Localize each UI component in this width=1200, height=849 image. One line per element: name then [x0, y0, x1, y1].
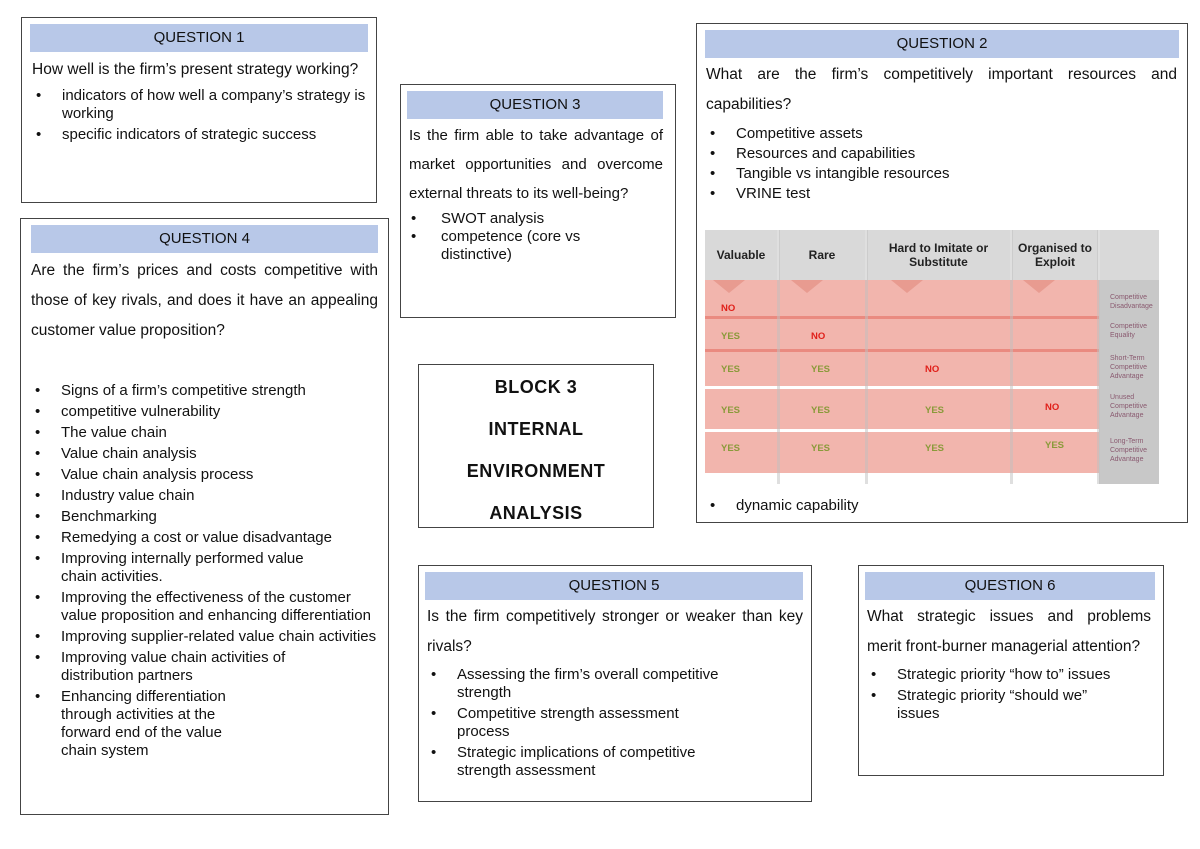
list-item: • Remedying a cost or value disadvantage: [31, 529, 378, 547]
list-item: • Strategic priority “how to” issues: [867, 666, 1151, 684]
list-item: • Signs of a firm’s competitive strength: [31, 382, 378, 400]
vrine-cell: YES: [1045, 440, 1065, 451]
vrine-table: [705, 230, 1159, 484]
block-title-line: BLOCK 3: [494, 377, 578, 397]
block-title-line: ANALYSIS: [489, 503, 583, 523]
question-6-bullets: [867, 666, 1151, 723]
vrine-cell: YES: [925, 405, 945, 416]
question-5-bullets: [427, 666, 771, 780]
list-item: • Improving the effectiveness of the customer value proposition and enhancing differentiation: [31, 589, 378, 625]
question-1-box: [21, 17, 377, 203]
down-arrow-icon: [713, 280, 745, 293]
row-divider: [705, 349, 1099, 352]
vrine-cell: NO: [811, 331, 826, 342]
question-4-bullets: [31, 382, 378, 760]
vrine-outcome: Long-Term Competitive Advantage: [1110, 438, 1147, 463]
question-5-text: Is the firm competitively stronger or weaker than key rivals?: [427, 608, 803, 655]
question-1-bullets: [32, 87, 366, 144]
list-item: • Competitive assets: [706, 125, 1177, 143]
vrine-outcome: Competitive Disadvantage: [1110, 294, 1153, 310]
list-item: • Competitive strength assessment process: [427, 705, 771, 741]
list-item: • Enhancing differentiation through activities at the forward end of the value chain system: [31, 688, 378, 760]
column-divider: [1097, 230, 1100, 484]
question-4-text: Are the firm’s prices and costs competitive with those of key rivals, and does it have an appealing customer value proposition?: [31, 262, 378, 339]
vrine-header-blank: [1100, 230, 1159, 280]
vrine-body: [705, 280, 1099, 473]
row-divider: [705, 473, 1099, 484]
list-item: • SWOT analysis: [407, 210, 667, 228]
column-divider: [865, 230, 868, 484]
vrine-cell: YES: [811, 443, 831, 454]
question-3-bullets: [407, 210, 667, 264]
list-item: • VRINE test: [706, 185, 1177, 203]
question-6-header: QUESTION 6: [865, 572, 1155, 600]
vrine-header-valuable: Valuable: [705, 230, 777, 280]
vrine-cell: NO: [1045, 402, 1060, 413]
question-6-box: [858, 565, 1164, 776]
down-arrow-icon: [891, 280, 923, 293]
question-4-header: QUESTION 4: [31, 225, 378, 253]
list-item: • Benchmarking: [31, 508, 378, 526]
row-divider: [705, 386, 1099, 389]
vrine-outcome: Unused Competitive Advantage: [1110, 394, 1147, 419]
vrine-cell: YES: [721, 331, 741, 342]
list-item: • Improving supplier-related value chain activities: [31, 628, 378, 646]
question-2-header: QUESTION 2: [705, 30, 1179, 58]
question-4-box: [20, 218, 389, 815]
question-6-text: What strategic issues and problems merit front-burner managerial attention?: [867, 608, 1151, 655]
row-divider: [705, 316, 1099, 319]
column-divider: [1010, 230, 1013, 484]
vrine-outcome: Short-Term Competitive Advantage: [1110, 355, 1147, 380]
block-title-line: ENVIRONMENT: [466, 461, 606, 481]
question-5-header: QUESTION 5: [425, 572, 803, 600]
column-divider: [777, 230, 780, 484]
question-2-bullets-after: [706, 497, 859, 515]
vrine-header-organised: Organised to Exploit: [1012, 230, 1098, 280]
vrine-cell: NO: [925, 364, 940, 375]
vrine-cell: YES: [721, 443, 741, 454]
list-item: • The value chain: [31, 424, 378, 442]
list-item: • Improving value chain activities of distribution partners: [31, 649, 378, 685]
question-1-header: QUESTION 1: [30, 24, 368, 52]
list-item: • competitive vulnerability: [31, 403, 378, 421]
question-3-box: [400, 84, 676, 318]
list-item: • Improving internally performed value chain activities.: [31, 550, 378, 586]
list-item: • dynamic capability: [706, 497, 859, 515]
list-item: • Resources and capabilities: [706, 145, 1177, 163]
vrine-cell: YES: [811, 364, 831, 375]
block-title-line: INTERNAL: [488, 419, 584, 439]
list-item: • Strategic priority “should we” issues: [867, 687, 1151, 723]
question-1-text: How well is the firm’s present strategy working?: [32, 61, 359, 78]
block-title-box: [418, 364, 654, 528]
list-item: • Value chain analysis: [31, 445, 378, 463]
vrine-cell: YES: [925, 443, 945, 454]
down-arrow-icon: [1023, 280, 1055, 293]
vrine-cell: YES: [721, 364, 741, 375]
question-3-header: QUESTION 3: [407, 91, 663, 119]
row-divider: [705, 429, 1099, 432]
vrine-header-rare: Rare: [779, 230, 865, 280]
question-3-text: Is the firm able to take advantage of market opportunities and overcome external threats to its well-being?: [409, 127, 663, 202]
list-item: • Strategic implications of competitive strength assessment: [427, 744, 771, 780]
list-item: • Value chain analysis process: [31, 466, 378, 484]
list-item: • Tangible vs intangible resources: [706, 165, 1177, 183]
vrine-cell: YES: [811, 405, 831, 416]
list-item: • specific indicators of strategic success: [32, 126, 366, 144]
vrine-outcome: Competitive Equality: [1110, 323, 1147, 339]
question-5-box: [418, 565, 812, 802]
vrine-cell: NO: [721, 303, 736, 314]
down-arrow-icon: [791, 280, 823, 293]
list-item: • Assessing the firm’s overall competitive strength: [427, 666, 771, 702]
list-item: • competence (core vs distinctive): [407, 228, 667, 264]
list-item: • indicators of how well a company’s strategy is working: [32, 87, 366, 123]
question-2-text: What are the firm’s competitively important resources and capabilities?: [706, 66, 1177, 113]
question-2-bullets: [706, 125, 1177, 203]
vrine-header-imitate: Hard to Imitate or Substitute: [867, 230, 1010, 280]
vrine-cell: YES: [721, 405, 741, 416]
list-item: • Industry value chain: [31, 487, 378, 505]
